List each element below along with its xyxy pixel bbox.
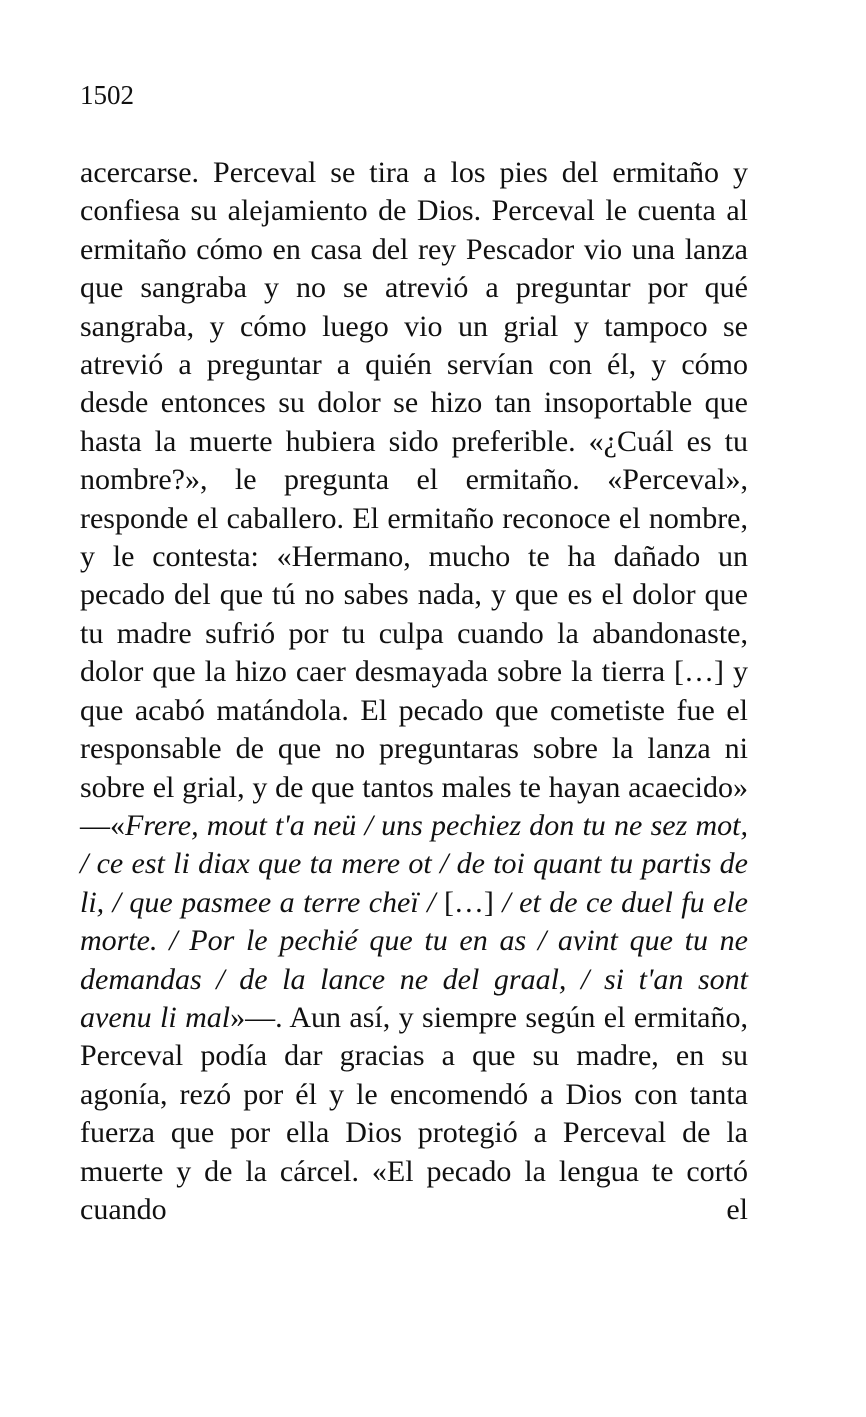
italic-quote-segment: / et de ce duel fu ele morte. / Por le pechié que tu en as / avint que tu ne demandas / de la lance ne del graal, / si t'an sont avenu li mal: [80, 885, 748, 1034]
italic-quote-segment: Frere, mout t'a neü / uns pechiez don tu ne sez mot, / ce est li diax que ta mere ot / de toi quant tu partis de li, / que pasmee a terre cheï /: [80, 808, 748, 919]
text-segment: […]: [443, 885, 494, 919]
body-paragraph: [80, 154, 748, 1229]
text-segment: »—. Aun así, y siempre según el ermitaño, Perceval podía dar gracias a que su madre, en su agonía, rezó por él y le encomendó a Dios con tanta fuerza que por ella Dios protegió a Perceval de la muerte y de la cárcel. «El pecado la lengua te cortó cuando el: [80, 1000, 748, 1226]
book-page: [80, 78, 748, 1229]
page-number: 1502: [80, 80, 134, 110]
text-segment: acercarse. Perceval se tira a los pies del ermitaño y confiesa su alejamiento de Dios. Perceval le cuenta al ermitaño cómo en casa del rey Pescador vio una lanza que sangraba y no se atrevió a preguntar por qué sangraba, y cómo luego vio un grial y tampoco se atrevió a preguntar a quién servían con él, y cómo desde entonces su dolor se hizo tan insoportable que hasta la muerte hubiera sido preferible. «¿Cuál es tu nombre?», le pregunta el ermitaño. «Perceval», responde el caballero. El ermitaño reconoce el nombre, y le contesta: «Hermano, mucho te ha dañado un pecado del que tú no sabes nada, y que es el dolor que tu madre sufrió por tu culpa cuando la abandonaste, dolor que la hizo caer desmayada sobre la tierra […] y que acabó matándola. El pecado que cometiste fue el responsable de que no preguntaras sobre la lanza ni sobre el grial, y de que tantos males te hayan acaecido» —«: [80, 156, 748, 842]
